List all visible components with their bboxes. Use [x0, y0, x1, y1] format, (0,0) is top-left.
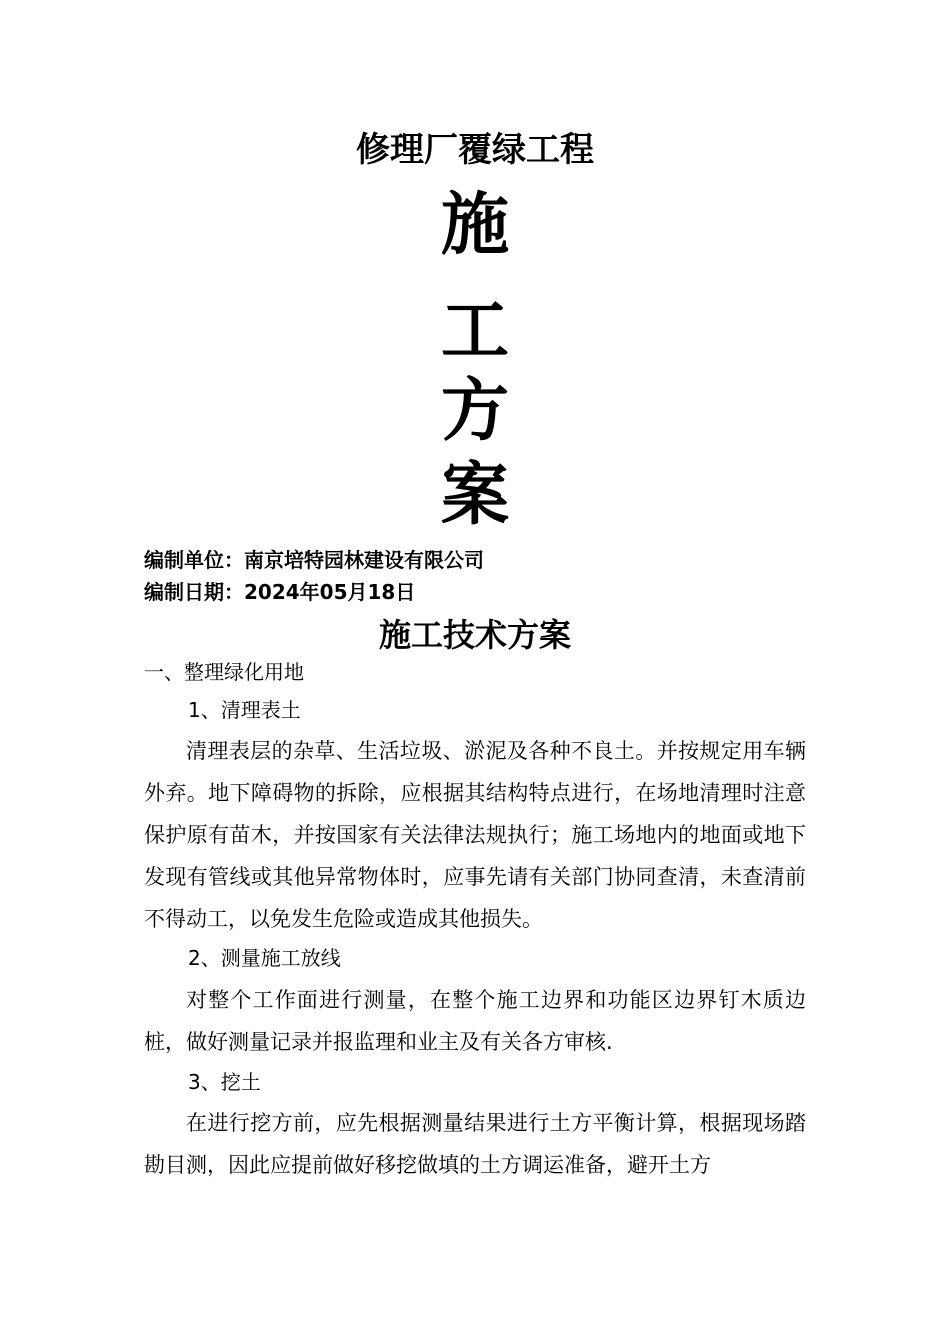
compiler-unit: 编制单位：南京培特园林建设有限公司 [144, 548, 484, 572]
paragraph-excavation: 在进行挖方前，应先根据测量结果进行土方平衡计算，根据现场踏勘目测，因此应提前做好移挖做填的土方调运准备，避开土方 [144, 1111, 806, 1177]
big-title-char-2: 工 [440, 292, 509, 371]
subheading-clear-topsoil: 1、清理表土 [188, 698, 301, 722]
project-title: 修理厂覆绿工程 [356, 130, 594, 170]
paragraph-clear-topsoil: 清理表层的杂草、生活垃圾、淤泥及各种不良土。并按规定用车辆外弃。地下障碍物的拆除，应根据其结构特点进行，在场地清理时注意保护原有苗木，并按国家有关法律法规执行；施工场地内的地面或地下发现有管线或其他异常物体时，应事先请有关部门协同查清，未查清前不得动工，以免发生危险或造成其他损失。 [144, 739, 806, 931]
big-title-char-3: 方 [440, 372, 509, 451]
subheading-survey: 2、测量施工放线 [188, 946, 341, 970]
subheading-excavation: 3、挖土 [188, 1070, 261, 1094]
big-title-char-4: 案 [440, 456, 509, 535]
compile-date: 编制日期：2024年05月18日 [144, 580, 416, 604]
big-title-char-1: 施 [440, 186, 509, 265]
section-title: 施工技术方案 [378, 616, 571, 654]
paragraph-survey: 对整个工作面进行测量，在整个施工边界和功能区边界钉木质边桩，做好测量记录并报监理和业主及有关各方审核. [144, 988, 806, 1054]
heading-level-1: 一、整理绿化用地 [144, 660, 304, 684]
